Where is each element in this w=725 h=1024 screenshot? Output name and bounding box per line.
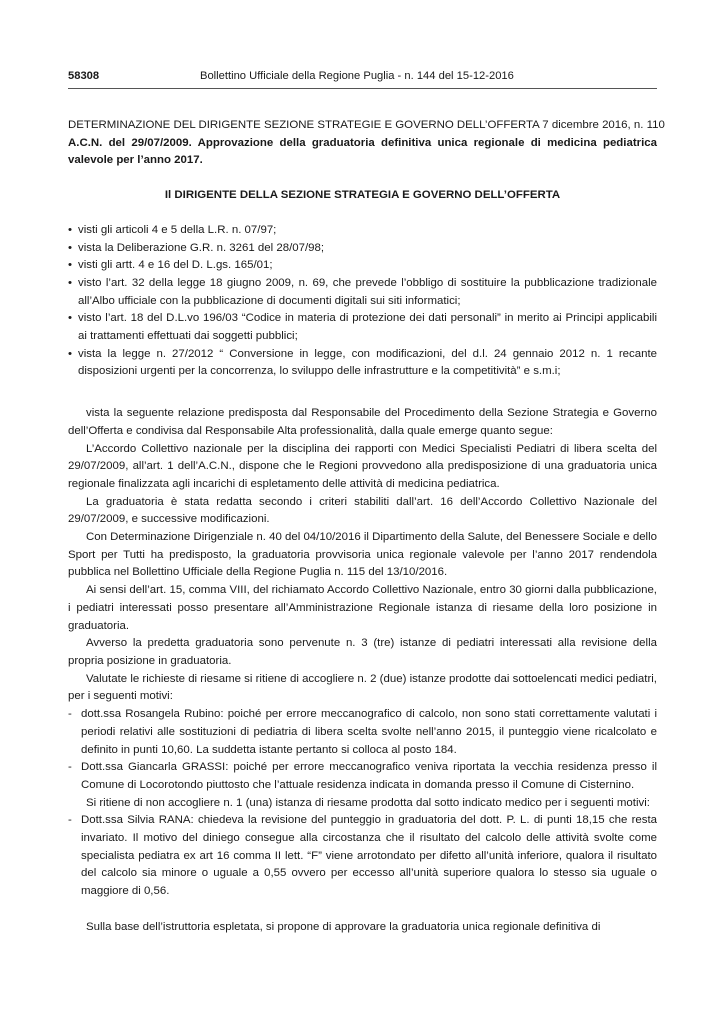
paragraph-proposta: Sulla base dell’istruttoria espletata, si propone di approvare la graduatoria unica regionale definitiva di — [86, 920, 601, 933]
page-header — [68, 70, 657, 86]
publication-title: Bollettino Ufficiale della Regione Puglia - n. 144 del 15-12-2016 — [200, 70, 514, 82]
subject-line-2: valevole per l’anno 2017. — [68, 154, 203, 167]
paragraph-rigetto: Si ritiene di non accogliere n. 1 (una) istanza di riesame prodotta dal sotto indicato medico per i seguenti motivi: — [86, 796, 650, 809]
header-divider — [68, 88, 657, 89]
rejected-list — [68, 812, 657, 901]
paragraph-riesame: Ai sensi dell’art. 15, comma VIII, del richiamato Accordo Collettivo Nazionale, entro 30 giorni dalla pubblicazione, i pediatri interessati posso presentare all’Amministrazione Regionale istanza di riesame della loro posizione in graduatoria. — [68, 584, 657, 632]
paragraph-relazione: vista la seguente relazione predisposta dal Responsabile del Procedimento della Sezione Strategia e Governo dell’Offerta e condivisa dal Responsabile Alta professionalità, dalla quale emerge quanto segue: — [68, 407, 657, 437]
section-title: Il DIRIGENTE DELLA SEZIONE STRATEGIA E GOVERNO DELL’OFFERTA — [164, 189, 561, 202]
determination-subject — [68, 135, 657, 170]
subject-line-1: A.C.N. del 29/07/2009. Approvazione della graduatoria definitiva unica regionale di medicina pediatrica — [68, 136, 657, 149]
visti-item: • visti gli artt. 4 e 16 del D. L.gs. 165/01; — [68, 257, 657, 275]
determination-heading: DETERMINAZIONE DEL DIRIGENTE SEZIONE STRATEGIE E GOVERNO DELL’OFFERTA 7 dicembre 2016, n. 110 — [68, 119, 665, 131]
page-number: 58308 — [68, 70, 100, 82]
paragraph-accordo: L’Accordo Collettivo nazionale per la disciplina dei rapporti con Medici Specialisti Pediatri di libera scelta del 29/07/2009, all’art. 1 dell’A.C.N., dispone che le Regioni provvedono alla predisposizione di una graduatoria unica regionale finalizzata agli incarichi di espletamento delle attività di medicina pediatrica. — [68, 442, 657, 490]
visti-item: • visto l’art. 32 della legge 18 giugno 2009, n. 69, che prevede l’obbligo di sostituire la pubblicazione tradizionale all’Albo ufficiale con la pubblicazione di documenti digitali sui siti informatici; — [68, 275, 657, 310]
accepted-item: - Dott.ssa Giancarla GRASSI: poiché per errore meccanografico veniva riportata la vecchia residenza presso il Comune di Locorotondo piuttosto che l’attuale residenza indicata in domanda presso il Comune di Cisternino. — [68, 759, 657, 794]
accepted-list — [68, 706, 657, 795]
accepted-item: - dott.ssa Rosangela Rubino: poiché per errore meccanografico di calcolo, non sono stati correttamente valutati i periodi relativi alle sostituzioni di pediatria di libera scelta svolte nell’anno 2015, il punteggio viene ricalcolato e definito in punti 10,60. La suddetta istante pertanto si colloca al posto 184. — [68, 706, 657, 759]
paragraph-graduatoria: La graduatoria è stata redatta secondo i criteri stabiliti dall’art. 16 dell’Accordo Collettivo Nazionale del 29/07/2009, e successive modificazioni. — [68, 495, 657, 526]
paragraph-accoglimento: Valutate le richieste di riesame si ritiene di accogliere n. 2 (due) istanze prodotte dai sottoelencati medici pediatri, per i seguenti motivi: — [68, 672, 657, 703]
visti-item: • vista la legge n. 27/2012 “ Conversione in legge, con modificazioni, del d.l. 24 gennaio 2012 n. 1 recante disposizioni urgenti per la concorrenza, lo sviluppo delle infrastrutture e la competitività” e s.m.i; — [68, 346, 657, 381]
rejected-item: - Dott.ssa Silvia RANA: chiedeva la revisione del punteggio in graduatoria del dott. P. L. di punti 18,15 che resta invariato. Il motivo del diniego consegue alla circostanza che il risultato del calcolo delle attività svolte come specialista pediatra ex art 16 comma II lett. “F” viene arrotondato per difetto all’unità inferiore, qualora il risultato del calcolo sia minore o uguale a 0,55 ovvero per eccesso all’unità superiore qualora lo stesso sia uguale o maggiore di 0,56. — [68, 812, 657, 901]
paragraph-istanze: Avverso la predetta graduatoria sono pervenute n. 3 (tre) istanze di pediatri interessati alla revisione della propria posizione in graduatoria. — [68, 637, 657, 667]
report-body — [68, 405, 657, 936]
visti-item: • vista la Deliberazione G.R. n. 3261 del 28/07/98; — [68, 240, 657, 258]
document-body — [68, 117, 665, 937]
visti-list — [68, 222, 657, 381]
visti-item: • visto l’art. 18 del D.L.vo 196/03 “Codice in materia di protezione dei dati personali” in merito ai Principi applicabili ai trattamenti effettuati dai soggetti pubblici; — [68, 310, 657, 345]
paragraph-determinazione: Con Determinazione Dirigenziale n. 40 del 04/10/2016 il Dipartimento della Salute, del Benessere Sociale e dello Sport per Tutti ha predisposto, la graduatoria provvisoria unica regionale valevole per l’anno 2017 rendendola pubblica nel Bollettino Ufficiale della Regione Puglia n. 115 del 13/10/2016. — [68, 531, 657, 579]
visti-item: • visti gli articoli 4 e 5 della L.R. n. 07/97; — [68, 222, 657, 240]
